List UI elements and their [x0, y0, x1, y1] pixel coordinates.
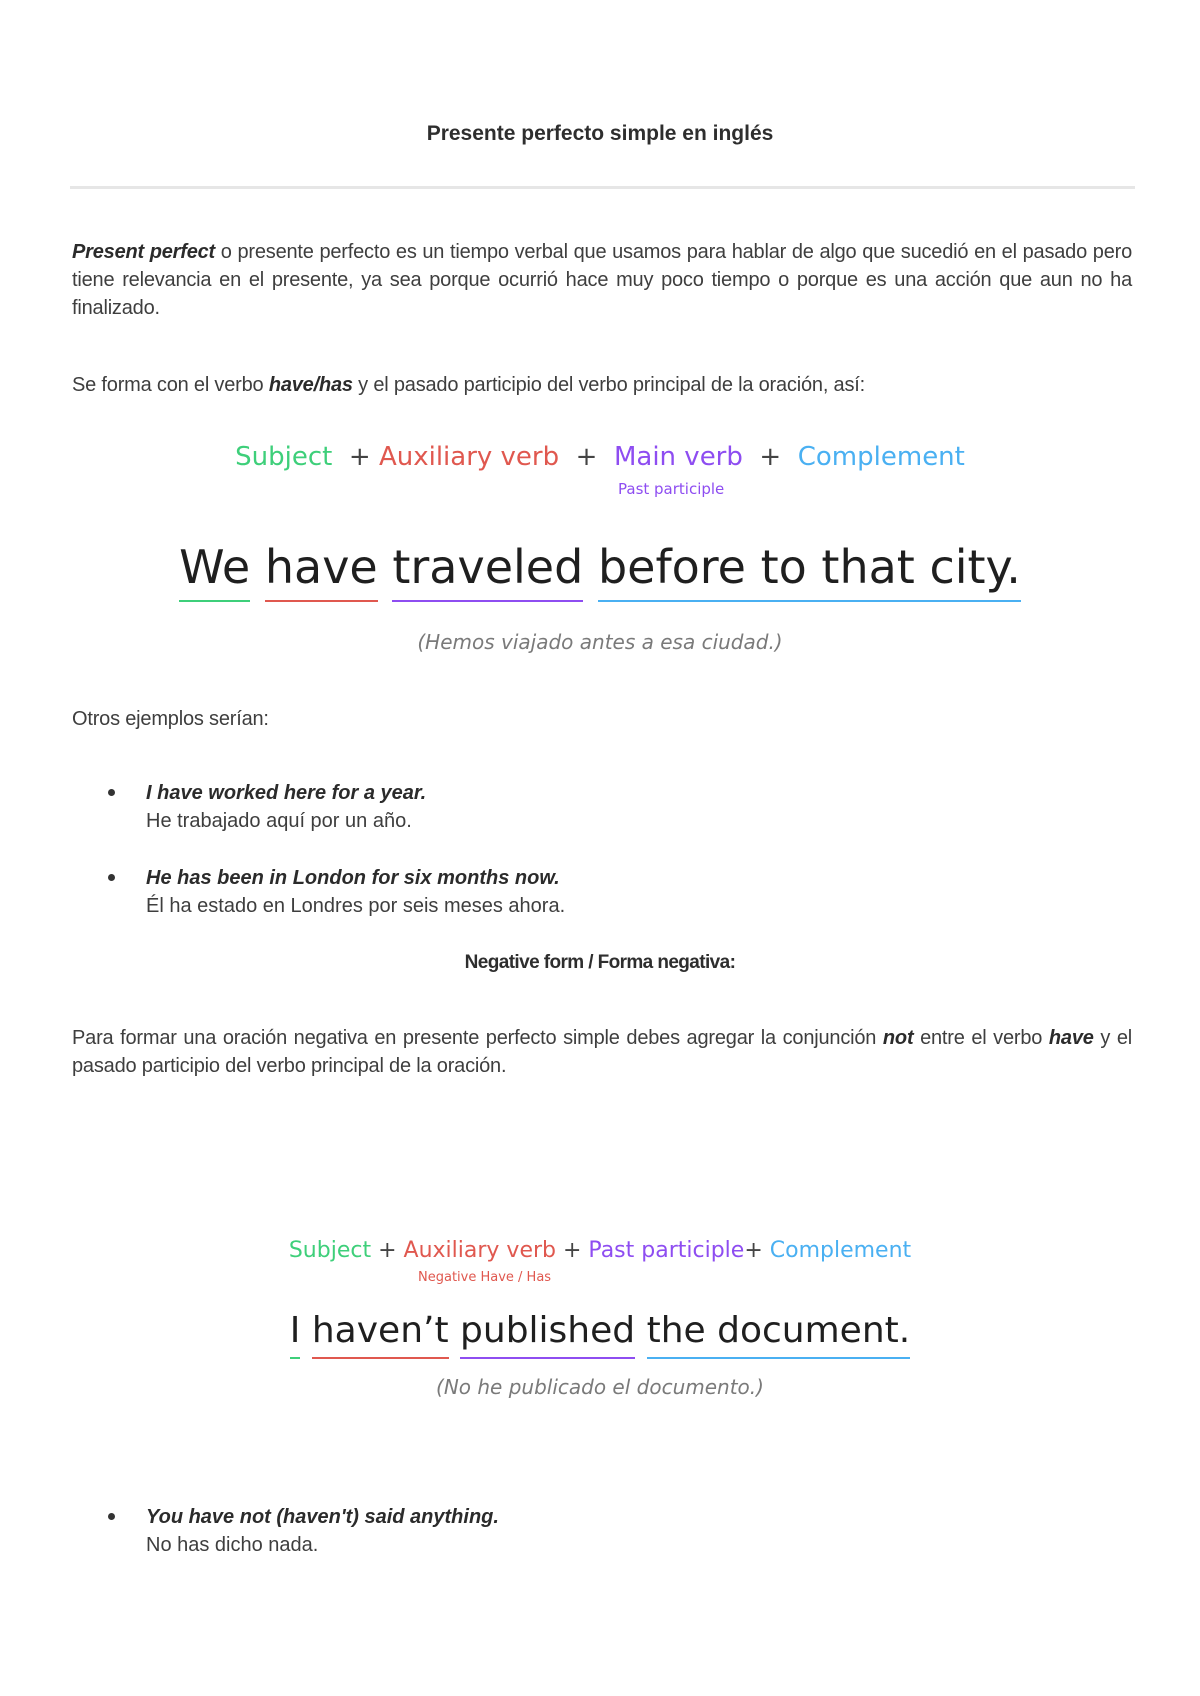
example-sentence-positive [0, 540, 1200, 594]
intro-paragraph [72, 238, 1132, 322]
sentence-translation: (No he publicado el documento.) [436, 1375, 764, 1399]
negative-text: y el pasado participio del verbo principal de la oración. [72, 1027, 1132, 1077]
formula-plus: + [759, 442, 782, 472]
formula-complement: Complement [769, 1238, 912, 1263]
formation-paragraph [72, 371, 1132, 399]
example-sentence-negative [0, 1310, 1200, 1351]
example-english: He has been in London for six months now. [146, 867, 560, 889]
formation-suffix: y el pasado participio del verbo principal de la oración, así: [352, 374, 865, 396]
intro-text: o presente perfecto es un tiempo verbal que usamos para hablar de algo que sucedió en el pasado pero tiene relevancia en el presente, ya sea porque ocurrió hace muy poco tiempo o porque es una acción que aun no ha finalizado. [72, 241, 1133, 319]
sentence-auxiliary: haven’t [311, 1310, 449, 1351]
intro-term: Present perfect [72, 241, 216, 263]
auxiliary-note: Negative Have / Has [418, 1270, 552, 1285]
example-spanish: No has dicho nada. [146, 1534, 319, 1556]
negative-not: not [882, 1027, 914, 1049]
negative-heading: Negative form / Forma negativa: [464, 952, 736, 973]
sentence-subject: I [289, 1310, 301, 1351]
list-item [146, 779, 426, 835]
negative-text: Para formar una oración negativa en presente perfecto simple debes agregar la conjunción [72, 1027, 883, 1049]
negative-paragraph [72, 1024, 1132, 1080]
sentence-verb: published [460, 1310, 636, 1351]
sentence-translation: (Hemos viajado antes a esa ciudad.) [417, 630, 783, 654]
bullet-icon [108, 789, 118, 799]
formation-verb: have/has [268, 374, 353, 396]
negative-text: entre el verbo [913, 1027, 1049, 1049]
list-item [146, 864, 565, 920]
formula-plus: + [562, 1238, 582, 1263]
bullet-icon [108, 874, 118, 884]
page-title: Presente perfecto simple en inglés [426, 122, 774, 145]
formula-plus: + [744, 1238, 763, 1263]
sentence-auxiliary: have [264, 540, 378, 594]
formula-complement: Complement [797, 442, 965, 472]
sentence-complement: before to that city. [597, 540, 1021, 594]
formula-plus: + [575, 442, 598, 472]
formation-prefix: Se forma con el verbo [72, 374, 269, 396]
sentence-verb: traveled [392, 540, 584, 594]
formula-auxiliary: Auxiliary verb [378, 442, 560, 472]
sentence-subject: We [179, 540, 251, 594]
formula-positive [0, 442, 1200, 472]
list-item [146, 1503, 499, 1559]
formula-past-participle: Past participle [588, 1238, 745, 1263]
example-english: You have not (haven't) said anything. [146, 1506, 499, 1528]
title-divider [70, 186, 1135, 189]
formula-plus: + [348, 442, 371, 472]
formula-main-verb: Main verb [613, 442, 743, 472]
formula-negative [0, 1238, 1200, 1263]
formula-auxiliary: Auxiliary verb [403, 1238, 556, 1263]
formula-subject: Subject [288, 1238, 372, 1263]
negative-have: have [1048, 1027, 1094, 1049]
example-english: I have worked here for a year. [146, 782, 427, 804]
sentence-complement: the document. [646, 1310, 911, 1351]
others-label: Otros ejemplos serían: [72, 708, 269, 730]
main-verb-note: Past participle [618, 480, 725, 498]
bullet-icon [108, 1513, 118, 1523]
formula-subject: Subject [235, 442, 333, 472]
example-spanish: Él ha estado en Londres por seis meses ahora. [146, 895, 566, 917]
formula-plus: + [378, 1238, 397, 1263]
example-spanish: He trabajado aquí por un año. [146, 810, 412, 832]
